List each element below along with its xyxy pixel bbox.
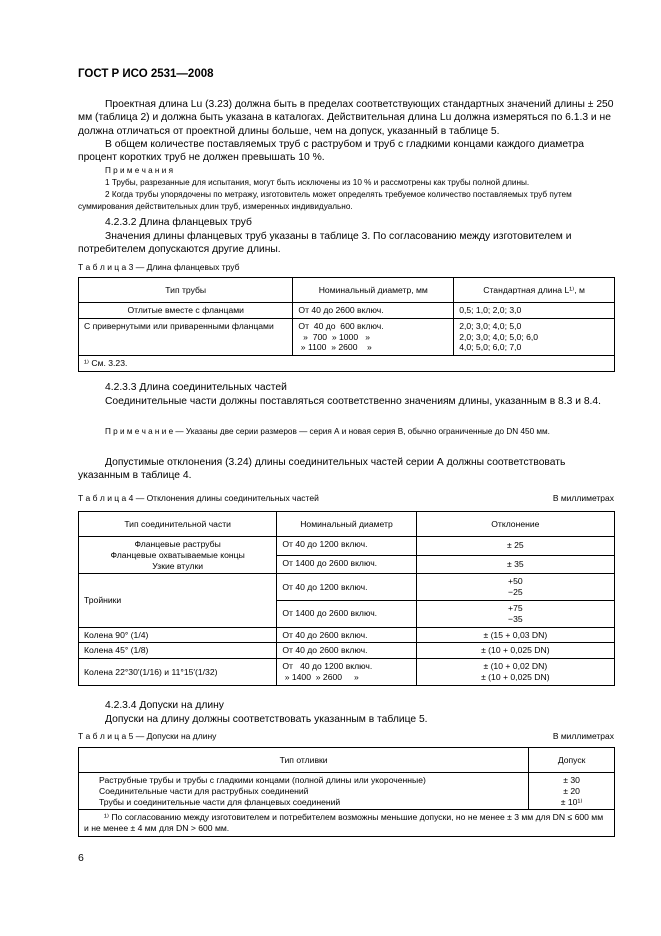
table-header-row	[79, 748, 615, 773]
section-4232-text: Значения длины фланцевых труб указаны в таблице 3. По согласованию между изготовителем и потребителем допускаются другие длины.	[78, 231, 572, 256]
table-footnote-row	[79, 356, 615, 372]
table-header-row	[79, 278, 615, 303]
table-footnote-row	[79, 810, 615, 837]
table-4	[78, 511, 615, 686]
table-cell: От 1400 до 2600 включ.	[277, 600, 416, 627]
table-cell: Отлитые вместе с фланцами	[79, 303, 293, 319]
table-cell: 0,5; 1,0; 2,0; 3,0	[454, 303, 615, 319]
table-row	[79, 303, 615, 319]
section-4233-text: Соединительные части должны поставляться соответственно значениям длины, указанным в 8.3 и 8.4.	[105, 396, 602, 407]
table-cell: Фланцевые раструбы Фланцевые охватываемые концы Узкие втулки	[79, 537, 277, 574]
table4-units: В миллиметрах	[552, 493, 614, 503]
note-1: 1 Трубы, разрезанные для испытания, могут быть исключены из 10 % и рассмотрены как трубы полной длины.	[105, 178, 530, 187]
table-header-cell: Стандартная длина L¹⁾, м	[454, 278, 615, 303]
table-header-row	[79, 512, 615, 537]
table-cell: ± 25	[416, 537, 614, 556]
note-3: П р и м е ч а н и е — Указаны две серии размеров — серия А и новая серия В, обычно ограниченные до DN 450 мм.	[105, 427, 550, 436]
table-cell: ± (15 + 0,03 DN)	[416, 627, 614, 643]
table-header-cell: Тип отливки	[79, 748, 529, 773]
section-4232-title: 4.2.3.2 Длина фланцевых труб	[105, 217, 252, 228]
page-number: 6	[78, 852, 84, 864]
table-cell: От 40 до 2600 включ.	[277, 627, 416, 643]
table-footnote: ¹⁾ По согласованию между изготовителем и потребителем возможны меньшие допуски, но не менее ± 3 мм для DN ≤ 600 мм и не менее ± 4 мм для DN > 600 мм.	[79, 810, 615, 837]
table-cell: +50 −25	[416, 574, 614, 601]
table-cell: 2,0; 3,0; 4,0; 5,0 2,0; 3,0; 4,0; 5,0; 6,0 4,0; 5,0; 6,0; 7,0	[454, 318, 615, 355]
document-header: ГОСТ Р ИСО 2531—2008	[78, 68, 214, 80]
table-cell: ± (10 + 0,02 DN) ± (10 + 0,025 DN)	[416, 659, 614, 686]
table4-caption: Т а б л и ц а 4 — Отклонения длины соединительных частей	[78, 493, 319, 503]
table-cell: Колена 45° (1/8)	[79, 643, 277, 659]
table-header-cell: Тип соединительной части	[79, 512, 277, 537]
section-4233-text-2: Допустимые отклонения (3.24) длины соединительных частей серии А должны соответствовать указанным в таблице 4.	[78, 457, 566, 482]
table-header-cell: Отклонение	[416, 512, 614, 537]
table-cell: Тройники	[79, 574, 277, 627]
table-row	[79, 643, 615, 659]
table-row	[79, 627, 615, 643]
table-3	[78, 277, 615, 372]
table-cell: От 40 до 600 включ. » 700 » 1000 » » 1100 » 2600 »	[293, 318, 454, 355]
section-4234-title: 4.2.3.4 Допуски на длину	[105, 700, 224, 711]
table-footnote: ¹⁾ См. 3.23.	[79, 356, 615, 372]
table5-caption: Т а б л и ц а 5 — Допуски на длину	[78, 731, 217, 741]
table-cell: От 40 до 2600 включ.	[293, 303, 454, 319]
paragraph-design-length: Проектная длина Lu (3.23) должна быть в пределах соответствующих стандартных значений длины ± 250 мм (таблица 2) и должна быть указана в каталогах. Действительная длина Lu должна измеряться по 6.1.3 и не должна отличаться от проектной длины больше, чем на допуск, указанный в таблице 5.	[78, 99, 614, 137]
table-cell: От 40 до 1200 включ.	[277, 537, 416, 556]
table-row	[79, 574, 615, 601]
table-header-cell: Номинальный диаметр	[277, 512, 416, 537]
table-cell: От 40 до 1200 включ. » 1400 » 2600 »	[277, 659, 416, 686]
table-header-cell: Тип трубы	[79, 278, 293, 303]
notes-title: П р и м е ч а н и я	[105, 166, 174, 175]
table-row	[79, 773, 615, 810]
paragraph-short-pipes: В общем количестве поставляемых труб с раструбом и труб с гладкими концами каждого диаметра процент коротких труб не должен превышать 10 %.	[78, 139, 584, 164]
table-cell: ± 35	[416, 555, 614, 574]
table-cell: С привернутыми или приваренными фланцами	[79, 318, 293, 355]
table-row	[79, 318, 615, 355]
table-cell: Колена 22°30′(1/16) и 11°15′(1/32)	[79, 659, 277, 686]
table3-caption: Т а б л и ц а 3 — Длина фланцевых труб	[78, 262, 240, 272]
note-2: 2 Когда трубы упорядочены по метражу, изготовитель может определять требуемое количество поставляемых труб путем суммирования действительных длин труб, измеренных индивидуально.	[78, 190, 572, 211]
table-row	[79, 659, 615, 686]
table-row	[79, 537, 615, 556]
table-cell: От 40 до 1200 включ.	[277, 574, 416, 601]
table-cell: От 1400 до 2600 включ.	[277, 555, 416, 574]
table-5	[78, 747, 615, 837]
table-cell: +75 −35	[416, 600, 614, 627]
section-4234-text: Допуски на длину должны соответствовать указанным в таблице 5.	[105, 714, 428, 725]
table-cell: Раструбные трубы и трубы с гладкими концами (полной длины или укороченные) Соединительные части для раструбных соединений Трубы и соединительные части для фланцевых соединений	[79, 773, 529, 810]
table-header-cell: Номинальный диаметр, мм	[293, 278, 454, 303]
table-cell: ± 30 ± 20 ± 10¹⁾	[529, 773, 615, 810]
table-cell: Колена 90° (1/4)	[79, 627, 277, 643]
table-cell: От 40 до 2600 включ.	[277, 643, 416, 659]
section-4233-title: 4.2.3.3 Длина соединительных частей	[105, 382, 287, 393]
table-cell: ± (10 + 0,025 DN)	[416, 643, 614, 659]
table5-units: В миллиметрах	[552, 731, 614, 741]
table-header-cell: Допуск	[529, 748, 615, 773]
